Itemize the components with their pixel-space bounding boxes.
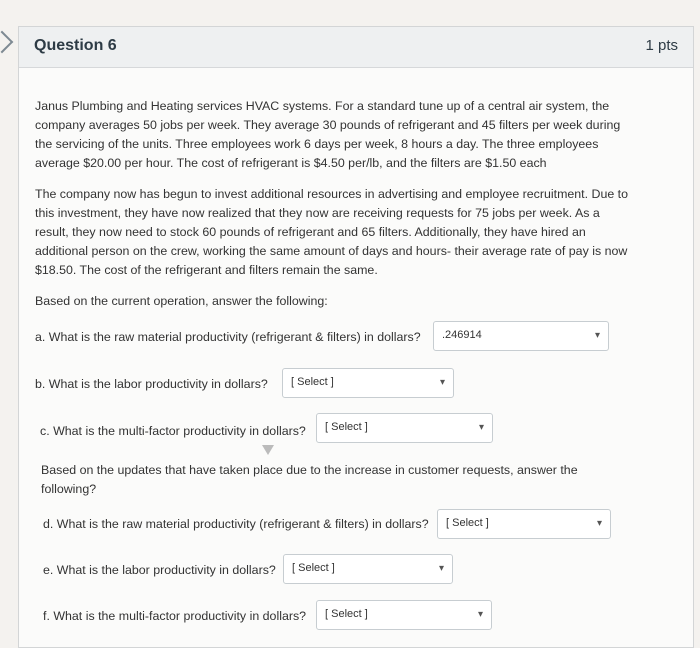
question-b-label: b. What is the labor productivity in dollars? (35, 377, 268, 391)
question-d-value: [ Select ] (446, 517, 489, 529)
question-a-label: a. What is the raw material productivity (refrigerant & filters) in dollars? (35, 330, 421, 344)
question-a-select[interactable] (433, 321, 609, 351)
question-header (19, 27, 693, 68)
question-b-value: [ Select ] (291, 376, 334, 388)
question-c-value: [ Select ] (325, 421, 368, 433)
question-f-select[interactable] (316, 600, 492, 630)
question-e-value: [ Select ] (292, 562, 335, 574)
question-points: 1 pts (645, 37, 678, 54)
question-e-select[interactable] (283, 554, 453, 584)
chevron-down-icon: ▾ (478, 422, 484, 433)
question-b-select[interactable] (282, 368, 454, 398)
question-c-select[interactable] (316, 413, 493, 443)
question-card (18, 26, 694, 648)
question-f-value: [ Select ] (325, 608, 368, 620)
scenario-paragraph-2: The company now has begun to invest additional resources in advertising and employee recruitment. Due to this investment, they have now realized that they now are receiving requests for 75 jobs per week. As a result, they now need to stock 60 pounds of refrigerant and 65 filters. Additionally, they have hired an additional person on the crew, working the same amount of days and hours- their average rate of pay is now $18.50. The cost of the refrigerant and filters remain the same. (35, 187, 629, 277)
chevron-down-icon: ▾ (594, 330, 600, 341)
chevron-left-icon[interactable] (0, 31, 13, 54)
question-title: Question 6 (34, 37, 117, 54)
chevron-down-icon: ▾ (438, 563, 444, 574)
mouse-cursor-icon (262, 445, 274, 455)
chevron-down-icon: ▾ (477, 609, 483, 620)
question-d-label: d. What is the raw material productivity (refrigerant & filters) in dollars? (43, 517, 429, 531)
question-a-value: .246914 (442, 329, 482, 341)
question-d-select[interactable] (437, 509, 611, 539)
question-c-label: c. What is the multi-factor productivity in dollars? (40, 424, 306, 438)
question-e-label: e. What is the labor productivity in dollars? (43, 563, 276, 577)
scenario-paragraph-1: Janus Plumbing and Heating services HVAC systems. For a standard tune up of a central air system, the company averages 50 jobs per week. They average 30 pounds of refrigerant and 45 filters per week during the servicing of the units. Three employees work 6 days per week, 8 hours a day. The three employees average $20.00 per hour. The cost of refrigerant is $4.50 per/lb, and the filters are $1.50 each (35, 99, 621, 170)
chevron-down-icon: ▾ (439, 377, 445, 388)
instruction-updated: Based on the updates that have taken place due to the increase in customer requests, answer the following? (41, 463, 578, 496)
chevron-down-icon: ▾ (596, 518, 602, 529)
instruction-current: Based on the current operation, answer the following: (35, 294, 328, 308)
question-f-label: f. What is the multi-factor productivity in dollars? (43, 609, 307, 623)
